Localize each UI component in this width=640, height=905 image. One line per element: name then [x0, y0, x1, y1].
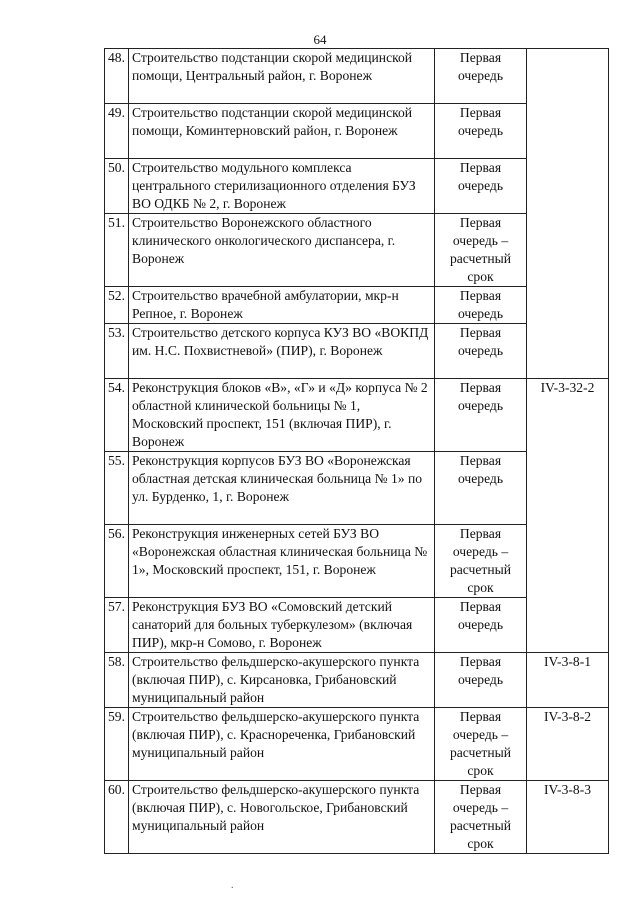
table-row	[105, 379, 609, 452]
row-number: 50.	[105, 159, 129, 214]
object-name: Строительство фельдшерско-акушерского пункта (включая ПИР), с. Кирсановка, Грибановский муниципальный район	[129, 653, 435, 708]
stage-cell: Первая очередь – расчетный срок	[435, 214, 527, 287]
object-name: Реконструкция корпусов БУЗ ВО «Воронежская областная детская клиническая больница № 1» по ул. Бурденко, 1, г. Воронеж	[129, 452, 435, 525]
table-row	[105, 49, 609, 104]
row-number: 51.	[105, 214, 129, 287]
object-name: Строительство фельдшерско-акушерского пункта (включая ПИР), с. Краснореченка, Грибановский муниципальный район	[129, 708, 435, 781]
row-number: 55.	[105, 452, 129, 525]
row-number: 52.	[105, 287, 129, 324]
object-name: Строительство детского корпуса КУЗ ВО «ВОКПД им. Н.С. Похвистневой» (ПИР), г. Воронеж	[129, 324, 435, 379]
objects-table	[104, 48, 609, 854]
row-number: 54.	[105, 379, 129, 452]
object-name: Строительство модульного комплекса центрального стерилизационного отделения БУЗ ВО ОДКБ № 2, г. Воронеж	[129, 159, 435, 214]
code-cell: IV-3-8-2	[527, 708, 609, 781]
row-number: 60.	[105, 781, 129, 854]
object-name: Строительство врачебной амбулатории, мкр-н Репное, г. Воронеж	[129, 287, 435, 324]
merged-code-cell: IV-3-32-2	[527, 379, 609, 653]
object-name: Строительство подстанции скорой медицинской помощи, Коминтерновский район, г. Воронеж	[129, 104, 435, 159]
stage-cell: Первая очередь	[435, 104, 527, 159]
stage-cell: Первая очередь	[435, 324, 527, 379]
footer-mark: .	[231, 880, 234, 891]
row-number: 58.	[105, 653, 129, 708]
row-number: 49.	[105, 104, 129, 159]
stage-cell: Первая очередь	[435, 379, 527, 452]
stage-cell: Первая очередь – расчетный срок	[435, 781, 527, 854]
table-row	[105, 653, 609, 708]
page-number: 64	[313, 32, 327, 47]
table-row	[105, 781, 609, 854]
code-cell-empty	[527, 49, 609, 379]
stage-cell: Первая очередь	[435, 49, 527, 104]
row-number: 48.	[105, 49, 129, 104]
table-row	[105, 708, 609, 781]
object-name: Строительство фельдшерско-акушерского пункта (включая ПИР), с. Новогольское, Грибановский муниципальный район	[129, 781, 435, 854]
stage-cell: Первая очередь	[435, 452, 527, 525]
stage-cell: Первая очередь	[435, 287, 527, 324]
row-number: 59.	[105, 708, 129, 781]
stage-cell: Первая очередь – расчетный срок	[435, 525, 527, 598]
object-name: Реконструкция блоков «В», «Г» и «Д» корпуса № 2 областной клинической больницы № 1, Московский проспект, 151 (включая ПИР), г. Воронеж	[129, 379, 435, 452]
row-number: 53.	[105, 324, 129, 379]
object-name: Реконструкция БУЗ ВО «Сомовский детский санаторий для больных туберкулезом» (включая ПИР), мкр-н Сомово, г. Воронеж	[129, 598, 435, 653]
stage-cell: Первая очередь	[435, 598, 527, 653]
object-name: Реконструкция инженерных сетей БУЗ ВО «Воронежская областная клиническая больница № 1», Московский проспект, 151, г. Воронеж	[129, 525, 435, 598]
stage-cell: Первая очередь	[435, 653, 527, 708]
object-name: Строительство Воронежского областного клинического онкологического диспансера, г. Воронеж	[129, 214, 435, 287]
row-number: 56.	[105, 525, 129, 598]
row-number: 57.	[105, 598, 129, 653]
object-name: Строительство подстанции скорой медицинской помощи, Центральный район, г. Воронеж	[129, 49, 435, 104]
code-cell: IV-3-8-1	[527, 653, 609, 708]
stage-cell: Первая очередь	[435, 159, 527, 214]
code-cell: IV-3-8-3	[527, 781, 609, 854]
stage-cell: Первая очередь – расчетный срок	[435, 708, 527, 781]
